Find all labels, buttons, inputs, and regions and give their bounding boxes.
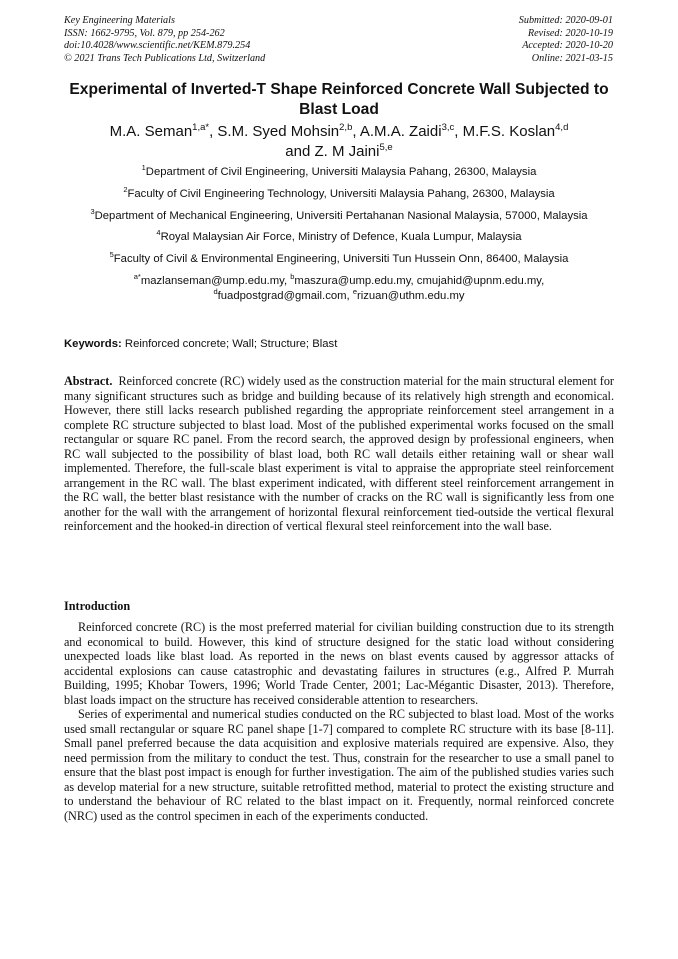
copyright-line: © 2021 Trans Tech Publications Ltd, Switzerland [64, 52, 266, 64]
email-link[interactable]: rizuan@uthm.edu.my [356, 289, 465, 302]
introduction-body [64, 620, 614, 823]
affiliation: $^5$Faculty of Civil & Environmental Engineering, Universiti Tun Hussein Onn, 86400, Malaysia [109, 250, 569, 266]
affiliation: $^1$Department of Civil Engineering, Universiti Malaysia Pahang, 26300, Malaysia [141, 163, 537, 178]
affiliation: $^2$Faculty of Civil Engineering Technology, Universiti Malaysia Pahang, 26300, Malaysia [123, 185, 555, 200]
affiliation: $^4$Royal Malaysian Air Force, Ministry of Defence, Kuala Lumpur, Malaysia [156, 228, 522, 244]
keywords-label: Keywords: [64, 338, 122, 350]
email-link[interactable]: maszura@ump.edu.my, cmujahid@upnm.edu.my, [294, 274, 545, 287]
accepted-date: Accepted: 2020-10-20 [522, 40, 613, 52]
paragraph: Series of experimental and numerical studies conducted on the RC subjected to blast load. Most of the works used small rectangular or square RC panel shape [1-7] compared to complete RC structure with its base [8-11]. Small panel preferred because the data acquisition and explosive materials required are expensive. Also, they need permission from the military to conduct the test. Thus, constrain for the researcher to use a small panel to ensure that the blast post impact is enough for further investigation. The aim of the published studies varies such as develop material for a new structure, suitable retrofitted method, material to protect the existing structure and to understand the behaviour of RC related to the blast impact on it. Frequently, normal reinforced concrete (NRC) used as the control specimen in each of the experiments conducted. [64, 707, 614, 823]
email-link[interactable]: mazlanseman@ump.edu.my, [140, 274, 291, 287]
email-link[interactable]: fuadpostgrad@gmail.com, [217, 289, 353, 302]
paragraph: Reinforced concrete (RC) is the most preferred material for civilian building construction due to its strength and economical to build. However, this kind of structure designed for the static load without considering unexpected loads like blast load. As reported in the news on blast events caused by aggressor attacks of accidental explosions can cause catastrophic and devastating failures in structures (e.g., Alfred P. Murrah Building, 1995; Khobar Towers, 1996; World Trade Center, 2001; Lac-Mégantic Disaster, 2013). Therefore, blast loads impact on the structure has received considerable attention to researchers. [64, 620, 614, 707]
keywords [64, 337, 614, 352]
doi-line: doi:10.4028/www.scientific.net/KEM.879.254 [64, 40, 251, 52]
submitted-date: Submitted: 2020-09-01 [518, 15, 613, 26]
email-list: $^{a*}$mazlanseman@ump.edu.my, $^b$maszura@ump.edu.my, cmujahid@upnm.edu.my, $^d$fuadpostgrad@gmail.com, $^e$rizuan@uthm.edu.my [133, 272, 545, 302]
author: M.A. Seman$^{1,a*}$, [109, 122, 218, 140]
author: A.M.A. Zaidi$^{3,c}$, [359, 122, 463, 140]
affiliation-list [64, 165, 614, 303]
affiliation: $^3$Department of Mechanical Engineering, Universiti Pertahanan Nasional Malaysia, 57000, Malaysia [90, 206, 588, 222]
author-list [64, 122, 614, 162]
journal-info-right [519, 15, 613, 65]
abstract [64, 374, 618, 534]
journal-name: Key Engineering Materials [64, 15, 175, 26]
author: and Z. M Jaini$^{5,e}$ [285, 142, 393, 160]
keywords-text: Reinforced concrete; Wall; Structure; Blast [121, 338, 338, 350]
paper-title: Experimental of Inverted-T Shape Reinforced Concrete Wall Subjected to Blast Load [69, 81, 609, 118]
online-date: Online: 2021-03-15 [531, 52, 613, 64]
revised-date: Revised: 2020-10-19 [527, 27, 613, 39]
author: M.F.S. Koslan$^{4,d}$ [462, 122, 569, 140]
section-heading-introduction: Introduction [64, 599, 131, 613]
issn-line: ISSN: 1662-9795, Vol. 879, pp 254-262 [64, 27, 225, 39]
journal-info-left [64, 15, 265, 65]
abstract-label: Abstract. [64, 374, 113, 388]
abstract-text: Reinforced concrete (RC) widely used as the construction material for the main structural element for many significant structures such as bridge and building because of its relatively high strength and economical. However, there still lacks research published regarding the appropriate reinforcement steel arrangement in a complete RC structure subjected to blast load. Most of the published experimental works focused on the small rectangular or square RC panel. From the record search, the approved design by professional engineers, when RC wall subjected to the possibility of blast load, both RC wall details either retaining wall or shear wall implemented. Therefore, the full-scale blast experiment is vital to appraise the appropriate steel reinforcement arrangement in the RC wall. The blast experiment indicated, with different steel reinforcement arrangement in the RC wall, the better blast resistance with the number of cracks on the RC wall is significantly less from one another for the wall with the arrangement of horizontal flexural reinforcement tied-outside the vertical flexural reinforcement and the hooked-in direction of vertical flexural steel reinforcement into the wall base. [64, 374, 618, 533]
author: S.M. Syed Mohsin$^{2,b}$, [217, 122, 360, 140]
